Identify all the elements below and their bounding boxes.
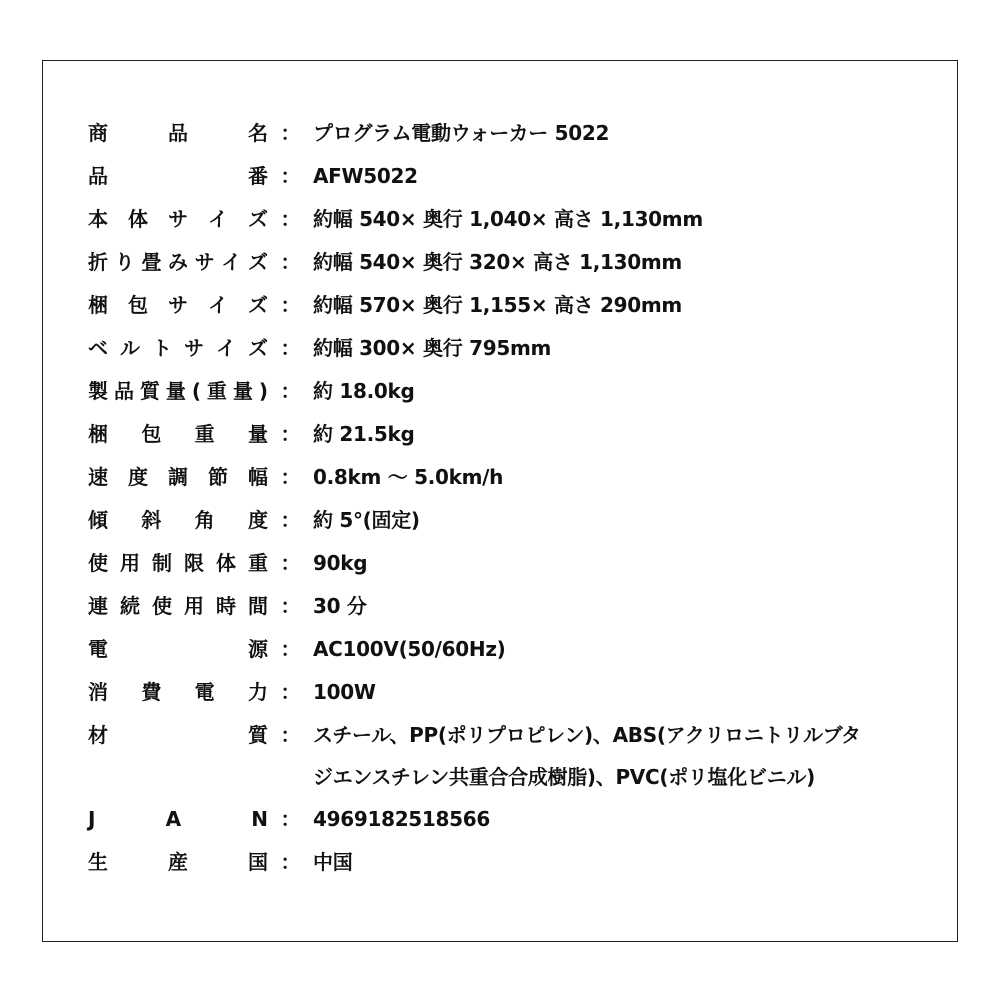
spec-value: 30 分 bbox=[313, 594, 367, 618]
spec-label-char: サ bbox=[194, 250, 215, 274]
spec-label-char: 電 bbox=[88, 637, 108, 661]
spec-colon: ： bbox=[280, 379, 301, 403]
spec-label-char: 製 bbox=[88, 379, 108, 403]
spec-label-char: A bbox=[165, 807, 182, 831]
spec-label-char: 国 bbox=[248, 850, 268, 874]
spec-label-char: 梱 bbox=[88, 422, 108, 446]
spec-row bbox=[88, 841, 928, 884]
spec-colon: ： bbox=[280, 422, 301, 446]
spec-colon: ： bbox=[280, 508, 301, 532]
spec-label-char: み bbox=[167, 250, 188, 274]
spec-value: 約幅 540× 奥行 320× 高さ 1,130mm bbox=[313, 250, 682, 274]
spec-label-char: サ bbox=[168, 293, 188, 317]
spec-label-char: 量 bbox=[232, 379, 253, 403]
spec-label-char: 続 bbox=[120, 594, 140, 618]
spec-colon: ： bbox=[280, 807, 301, 831]
spec-value: 約幅 570× 奥行 1,155× 高さ 290mm bbox=[313, 293, 682, 317]
spec-label-char: 産 bbox=[168, 850, 188, 874]
spec-colon: ： bbox=[280, 637, 301, 661]
spec-label bbox=[88, 671, 268, 714]
spec-row bbox=[88, 284, 928, 327]
spec-row bbox=[88, 198, 928, 241]
spec-label bbox=[88, 413, 268, 456]
spec-label bbox=[88, 370, 268, 413]
spec-label bbox=[88, 714, 268, 757]
spec-label-char: ) bbox=[258, 379, 268, 403]
spec-label-char: 斜 bbox=[141, 508, 162, 532]
spec-list bbox=[88, 112, 928, 884]
spec-label-char: ル bbox=[120, 336, 140, 360]
spec-label-char: 度 bbox=[247, 508, 268, 532]
spec-value: 約幅 300× 奥行 795mm bbox=[313, 336, 552, 360]
spec-label-char: サ bbox=[168, 207, 188, 231]
spec-label-char: イ bbox=[221, 250, 242, 274]
spec-label-char: 使 bbox=[88, 551, 108, 575]
spec-label-char: 名 bbox=[248, 121, 268, 145]
spec-label bbox=[88, 798, 268, 841]
spec-label-char: サ bbox=[184, 336, 204, 360]
spec-label bbox=[88, 499, 268, 542]
spec-label bbox=[88, 112, 268, 155]
spec-value: スチール、PP(ポリプロピレン)、ABS(アクリロニトリルブタ ジエンスチレン共重合合成樹脂)、PVC(ポリ塩化ビニル) bbox=[313, 723, 861, 789]
spec-value: 約 18.0kg bbox=[313, 379, 415, 403]
spec-label-char: 制 bbox=[152, 551, 172, 575]
spec-colon: ： bbox=[280, 164, 301, 188]
spec-label-char: 用 bbox=[120, 551, 140, 575]
spec-value: 約 5°(固定) bbox=[313, 508, 420, 532]
spec-label-char: 材 bbox=[88, 723, 108, 747]
spec-colon: ： bbox=[280, 336, 301, 360]
spec-label-char: N bbox=[251, 807, 268, 831]
spec-colon: ： bbox=[280, 723, 301, 747]
spec-row bbox=[88, 585, 928, 628]
spec-label bbox=[88, 542, 268, 585]
spec-label bbox=[88, 155, 268, 198]
spec-colon: ： bbox=[280, 250, 301, 274]
spec-label-char: り bbox=[114, 250, 135, 274]
spec-label-char: 消 bbox=[88, 680, 108, 704]
spec-label-char: ト bbox=[152, 336, 172, 360]
spec-label-char: 重 bbox=[248, 551, 268, 575]
spec-label-char: 費 bbox=[141, 680, 162, 704]
spec-colon: ： bbox=[280, 207, 301, 231]
spec-label-char: 使 bbox=[152, 594, 172, 618]
spec-label-char: ズ bbox=[247, 250, 268, 274]
spec-label-char: 力 bbox=[247, 680, 268, 704]
spec-label bbox=[88, 241, 268, 284]
spec-label-char: 限 bbox=[184, 551, 204, 575]
spec-label-char: 体 bbox=[128, 207, 148, 231]
spec-row bbox=[88, 241, 928, 284]
spec-label bbox=[88, 284, 268, 327]
spec-label-char: ズ bbox=[248, 207, 268, 231]
spec-row bbox=[88, 628, 928, 671]
spec-label bbox=[88, 327, 268, 370]
spec-row bbox=[88, 798, 928, 841]
spec-label-char: 包 bbox=[128, 293, 148, 317]
spec-label-char: 時 bbox=[216, 594, 236, 618]
spec-colon: ： bbox=[280, 121, 301, 145]
spec-label-char: 度 bbox=[128, 465, 148, 489]
spec-label-char: 折 bbox=[88, 250, 108, 274]
spec-label-char: ズ bbox=[248, 336, 268, 360]
spec-row bbox=[88, 155, 928, 198]
spec-label-char: 包 bbox=[141, 422, 162, 446]
spec-label-char: 生 bbox=[88, 850, 108, 874]
spec-label-char: J bbox=[88, 807, 96, 831]
spec-label-char: イ bbox=[216, 336, 236, 360]
spec-colon: ： bbox=[280, 594, 301, 618]
spec-label-char: 量 bbox=[165, 379, 186, 403]
spec-value: プログラム電動ウォーカー 5022 bbox=[313, 121, 610, 145]
spec-label-char: 商 bbox=[88, 121, 108, 145]
spec-value: AC100V(50/60Hz) bbox=[313, 637, 506, 661]
spec-row bbox=[88, 456, 928, 499]
spec-value: 100W bbox=[313, 680, 376, 704]
spec-label bbox=[88, 841, 268, 884]
spec-label-char: 質 bbox=[139, 379, 160, 403]
spec-label-char: 重 bbox=[206, 379, 227, 403]
spec-colon: ： bbox=[280, 680, 301, 704]
spec-row bbox=[88, 542, 928, 585]
spec-label-char: 畳 bbox=[141, 250, 162, 274]
spec-label-char: 間 bbox=[248, 594, 268, 618]
spec-value: 中国 bbox=[313, 850, 353, 874]
spec-label bbox=[88, 198, 268, 241]
spec-label-char: イ bbox=[208, 293, 228, 317]
spec-row bbox=[88, 370, 928, 413]
spec-label-char: 傾 bbox=[88, 508, 108, 532]
spec-label-char: 節 bbox=[208, 465, 228, 489]
spec-label-char: 梱 bbox=[88, 293, 108, 317]
spec-label-char: 品 bbox=[168, 121, 188, 145]
spec-row bbox=[88, 714, 928, 798]
spec-label bbox=[88, 585, 268, 628]
spec-label-char: 品 bbox=[88, 164, 108, 188]
spec-label-char: 質 bbox=[248, 723, 268, 747]
spec-label-char: 重 bbox=[194, 422, 215, 446]
spec-label-char: ( bbox=[191, 379, 201, 403]
spec-colon: ： bbox=[280, 293, 301, 317]
spec-label-char: 連 bbox=[88, 594, 108, 618]
spec-colon: ： bbox=[280, 850, 301, 874]
spec-label bbox=[88, 456, 268, 499]
spec-label-char: イ bbox=[208, 207, 228, 231]
spec-row bbox=[88, 499, 928, 542]
spec-label-char: 本 bbox=[88, 207, 108, 231]
spec-row bbox=[88, 413, 928, 456]
spec-label-char: 電 bbox=[194, 680, 215, 704]
spec-value: AFW5022 bbox=[313, 164, 418, 188]
spec-colon: ： bbox=[280, 465, 301, 489]
spec-label-char: 量 bbox=[247, 422, 268, 446]
spec-label-char: 調 bbox=[168, 465, 188, 489]
spec-label-char: 番 bbox=[248, 164, 268, 188]
spec-label-char: 体 bbox=[216, 551, 236, 575]
spec-value: 90kg bbox=[313, 551, 368, 575]
spec-label-char: 角 bbox=[194, 508, 215, 532]
spec-row bbox=[88, 671, 928, 714]
spec-label-char: ズ bbox=[248, 293, 268, 317]
spec-label-char: 幅 bbox=[248, 465, 268, 489]
spec-label-char: 品 bbox=[113, 379, 134, 403]
spec-row bbox=[88, 112, 928, 155]
spec-label-char: 用 bbox=[184, 594, 204, 618]
spec-value: 約 21.5kg bbox=[313, 422, 415, 446]
spec-label-char: 速 bbox=[88, 465, 108, 489]
spec-value: 0.8km 〜 5.0km/h bbox=[313, 465, 504, 489]
spec-value: 約幅 540× 奥行 1,040× 高さ 1,130mm bbox=[313, 207, 703, 231]
spec-row bbox=[88, 327, 928, 370]
spec-label-char: 源 bbox=[248, 637, 268, 661]
spec-label bbox=[88, 628, 268, 671]
spec-value: 4969182518566 bbox=[313, 807, 491, 831]
spec-colon: ： bbox=[280, 551, 301, 575]
spec-label-char: ベ bbox=[88, 336, 108, 360]
